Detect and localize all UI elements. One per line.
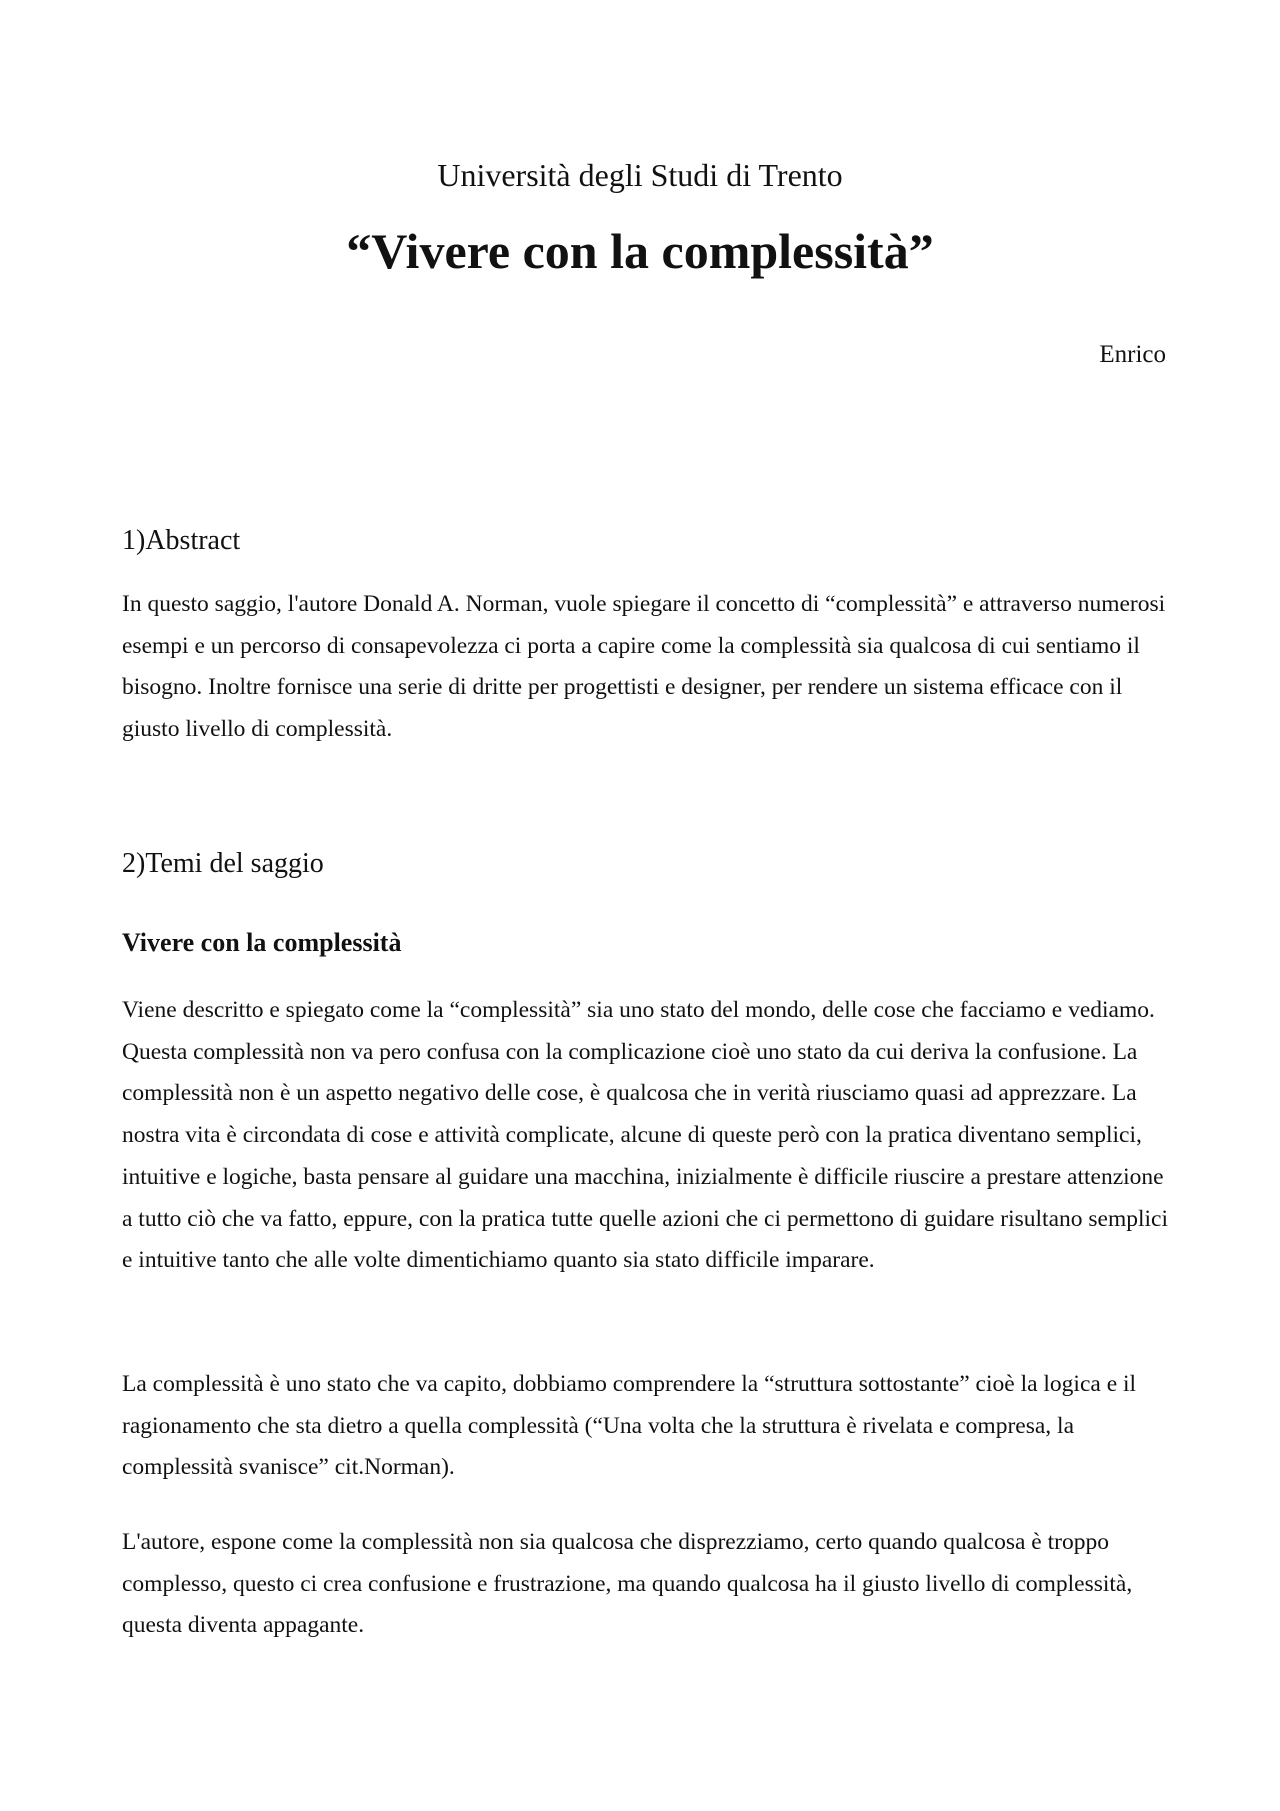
themes-subheading: Vivere con la complessità	[122, 928, 402, 957]
author-name: Enrico	[1099, 341, 1166, 368]
abstract-heading: 1)Abstract	[122, 525, 241, 556]
document-title: “Vivere con la complessità”	[346, 223, 934, 279]
university-name: Università degli Studi di Trento	[437, 157, 843, 193]
abstract-paragraph: In questo saggio, l'autore Donald A. Norman, vuole spiegare il concetto di “complessità” e attraverso numerosi esempi e un percorso di consapevolezza ci porta a capire come la complessità sia qualcosa di cui sentiamo il bisogno. Inoltre fornisce una serie di dritte per progettisti e designer, per rendere un sistema efficace con il giusto livello di complessità.	[122, 591, 1166, 743]
themes-paragraph-2: La complessità è uno stato che va capito, dobbiamo comprendere la “struttura sottostante” cioè la logica e il ragionamento che sta dietro a quella complessità (“Una volta che la struttura è rivelata e compresa, la complessità svanisce” cit.Norman).	[122, 1371, 1137, 1481]
themes-paragraph-1: Viene descritto e spiegato come la “complessità” sia uno stato del mondo, delle cose che facciamo e vediamo. Questa complessità non va pero confusa con la complicazione cioè uno stato da cui deriva la confusione. La complessità non è un aspetto negativo delle cose, è qualcosa che in verità riusciamo quasi ad apprezzare. La nostra vita è circondata di cose e attività complicate, alcune di queste però con la pratica diventano semplici, intuitive e logiche, basta pensare al guidare una macchina, inizialmente è difficile riuscire a prestare attenzione a tutto ciò che va fatto, eppure, con la pratica tutte quelle azioni che ci permettono di guidare risultano semplici e intuitive tanto che alle volte dimentichiamo quanto sia stato difficile imparare.	[122, 997, 1169, 1274]
themes-heading: 2)Temi del saggio	[122, 848, 324, 879]
themes-paragraph-3: L'autore, espone come la complessità non sia qualcosa che disprezziamo, certo quando qualcosa è troppo complesso, questo ci crea confusione e frustrazione, ma quando qualcosa ha il giusto livello di complessità, questa diventa appagante.	[122, 1529, 1133, 1639]
